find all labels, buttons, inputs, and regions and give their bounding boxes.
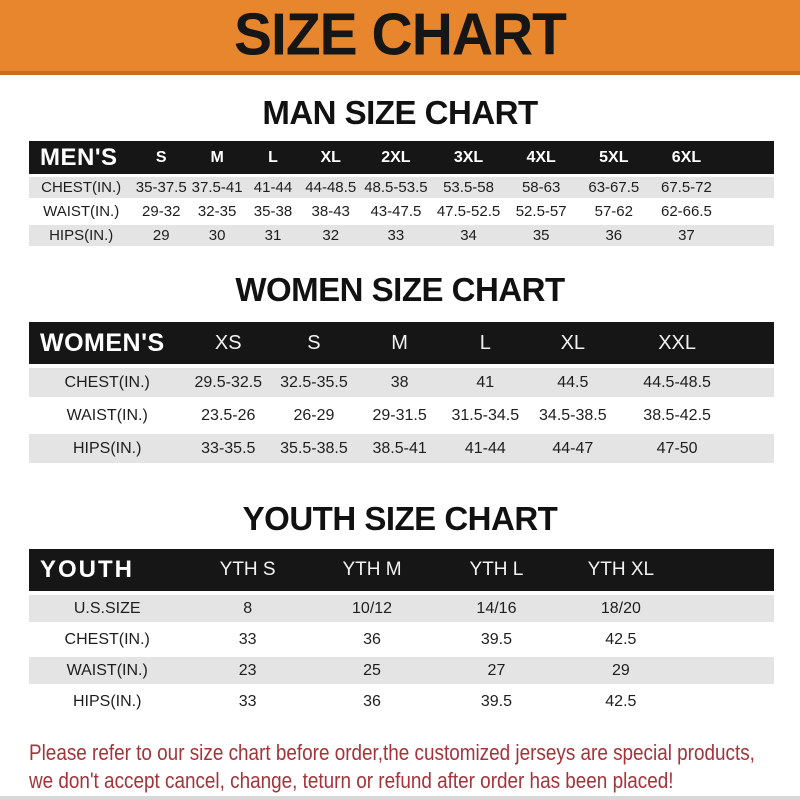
measurement-row (29, 434, 774, 463)
size-value-cell: 27 (487, 661, 506, 679)
size-column-header: YTH S (219, 559, 276, 580)
row-label: HIPS(IN.) (49, 227, 114, 244)
size-column-header: YTH M (342, 559, 402, 580)
size-value-cell: 32-35 (197, 203, 237, 220)
size-value-cell: 38 (390, 373, 409, 391)
spacer-cell (722, 177, 774, 198)
size-value-cell: 43-47.5 (370, 203, 422, 220)
size-value-cell: 41-44 (253, 179, 293, 196)
size-value-cell: 10/12 (352, 599, 393, 617)
size-value-cell: 25 (363, 661, 381, 679)
table-corner-label: WOMEN'S (40, 328, 165, 357)
spacer-cell (737, 401, 774, 430)
size-value-cell: 32 (322, 227, 340, 244)
size-value-cell: 30 (208, 227, 226, 244)
size-value-cell: 8 (243, 599, 253, 617)
women-table-header (29, 322, 774, 364)
size-column-header: XL (320, 148, 341, 166)
spacer-cell (683, 657, 774, 684)
size-value-cell: 41-44 (464, 439, 506, 457)
row-label: WAIST(IN.) (66, 661, 148, 679)
size-value-cell: 67.5-72 (660, 179, 712, 196)
size-value-cell: 44-48.5 (305, 179, 357, 196)
size-value-cell: 38-43 (311, 203, 350, 220)
size-value-cell: 48.5-53.5 (364, 179, 428, 196)
size-table-header-row (29, 549, 774, 591)
bottom-edge-divider (0, 796, 800, 800)
size-value-cell: 29 (611, 661, 630, 679)
row-label: CHEST(IN.) (64, 373, 150, 391)
size-value-cell: 36 (363, 630, 381, 648)
row-label: CHEST(IN.) (64, 630, 150, 648)
size-value-cell: 44.5-48.5 (643, 373, 711, 391)
spacer-cell (722, 225, 774, 246)
size-value-cell: 33 (387, 227, 405, 244)
size-value-cell: 34 (460, 227, 477, 244)
row-label: U.S.SIZE (73, 599, 141, 617)
disclaimer-line-1: Please refer to our size chart before order,the customized jerseys are special products, (29, 740, 755, 765)
size-table-header-row (29, 141, 774, 174)
size-value-cell: 37.5-41 (191, 179, 243, 196)
disclaimer (29, 739, 800, 795)
size-column-header: S (307, 331, 321, 354)
size-value-cell: 35.5-38.5 (280, 439, 348, 457)
size-value-cell: 14/16 (476, 599, 517, 617)
size-value-cell: 44.5 (557, 373, 589, 391)
spacer-cell (683, 595, 774, 622)
row-label: WAIST(IN.) (66, 406, 148, 424)
size-chart-title: SIZE CHART (234, 1, 566, 69)
size-value-cell: 37 (678, 227, 695, 244)
size-value-cell: 47-50 (656, 439, 698, 457)
size-value-cell: 57-62 (594, 203, 633, 220)
size-value-cell: 33-35.5 (201, 439, 256, 457)
size-value-cell: 32.5-35.5 (280, 373, 348, 391)
spacer-cell (722, 141, 774, 174)
women-size-table (29, 318, 774, 467)
size-value-cell: 62-66.5 (660, 203, 712, 220)
size-value-cell: 29.5-32.5 (194, 373, 263, 391)
size-column-header: YTH XL (587, 559, 655, 580)
table-corner-label: YOUTH (40, 556, 134, 583)
spacer-cell (683, 549, 774, 591)
size-value-cell: 36 (605, 227, 623, 244)
size-table-header-row (29, 322, 774, 364)
women-table-body (29, 368, 774, 463)
size-value-cell: 29 (152, 227, 170, 244)
size-column-header: 6XL (671, 148, 702, 166)
size-value-cell: 29-31.5 (372, 406, 427, 424)
size-value-cell: 39.5 (480, 692, 513, 710)
size-column-header: M (210, 148, 224, 166)
man-section-heading: MAN SIZE CHART (262, 94, 538, 131)
men-table-header (29, 141, 774, 174)
size-column-header: L (268, 148, 278, 166)
size-value-cell: 44-47 (552, 439, 594, 457)
size-column-header: L (479, 331, 491, 354)
size-column-header: XXL (658, 331, 697, 354)
measurement-row (29, 626, 774, 653)
size-chart-banner (0, 0, 800, 75)
size-value-cell: 35-37.5 (135, 179, 187, 196)
size-value-cell: 38.5-41 (372, 439, 427, 457)
measurement-row (29, 177, 774, 198)
men-size-table (29, 138, 774, 249)
measurement-row (29, 657, 774, 684)
size-value-cell: 39.5 (480, 630, 513, 648)
size-value-cell: 42.5 (605, 630, 637, 648)
size-value-cell: 53.5-58 (443, 179, 494, 196)
measurement-row (29, 368, 774, 397)
size-value-cell: 47.5-52.5 (436, 203, 501, 220)
size-value-cell: 23 (238, 661, 257, 679)
size-value-cell: 52.5-57 (515, 203, 567, 220)
disclaimer-line-2: we don't accept cancel, change, teturn or refund after order has been placed! (29, 767, 674, 793)
size-column-header: 3XL (453, 148, 484, 166)
size-value-cell: 38.5-42.5 (643, 406, 711, 424)
size-value-cell: 34.5-38.5 (539, 406, 607, 424)
size-column-header: XS (214, 331, 242, 354)
size-value-cell: 63-67.5 (588, 179, 640, 196)
youth-table-body (29, 595, 774, 715)
size-column-header: 2XL (381, 148, 411, 166)
row-label: HIPS(IN.) (72, 692, 142, 710)
spacer-cell (683, 688, 774, 715)
size-value-cell: 31.5-34.5 (451, 406, 520, 424)
table-corner-label: MEN'S (40, 143, 118, 171)
men-table-body (29, 177, 774, 246)
spacer-cell (683, 626, 774, 653)
size-value-cell: 58-63 (521, 179, 561, 196)
women-section-heading: WOMEN SIZE CHART (235, 271, 565, 308)
youth-size-table (29, 545, 774, 719)
size-value-cell: 33 (238, 630, 257, 648)
row-label: HIPS(IN.) (72, 439, 142, 457)
size-column-header: YTH L (469, 559, 524, 580)
spacer-cell (722, 201, 774, 222)
size-value-cell: 31 (264, 227, 282, 244)
size-value-cell: 23.5-26 (201, 406, 256, 424)
size-value-cell: 26-29 (293, 406, 335, 424)
size-value-cell: 33 (238, 692, 257, 710)
spacer-cell (737, 322, 774, 364)
spacer-cell (737, 434, 774, 463)
size-value-cell: 35-38 (253, 203, 293, 220)
size-value-cell: 18/20 (600, 599, 641, 617)
size-value-cell: 36 (363, 692, 381, 710)
spacer-cell (737, 368, 774, 397)
size-value-cell: 29-32 (142, 203, 181, 220)
youth-section-heading: YOUTH SIZE CHART (242, 500, 558, 537)
measurement-row (29, 201, 774, 222)
row-label: CHEST(IN.) (41, 179, 122, 196)
size-value-cell: 35 (532, 227, 550, 244)
size-column-header: 4XL (526, 148, 556, 166)
size-column-header: M (391, 331, 408, 354)
row-label: WAIST(IN.) (43, 203, 120, 220)
youth-table-header (29, 549, 774, 591)
size-value-cell: 41 (476, 373, 495, 391)
measurement-row (29, 401, 774, 430)
size-column-header: S (155, 148, 167, 166)
measurement-row (29, 225, 774, 246)
size-column-header: 5XL (599, 148, 629, 166)
measurement-row (29, 595, 774, 622)
measurement-row (29, 688, 774, 715)
size-column-header: XL (560, 331, 586, 354)
size-value-cell: 42.5 (605, 692, 637, 710)
